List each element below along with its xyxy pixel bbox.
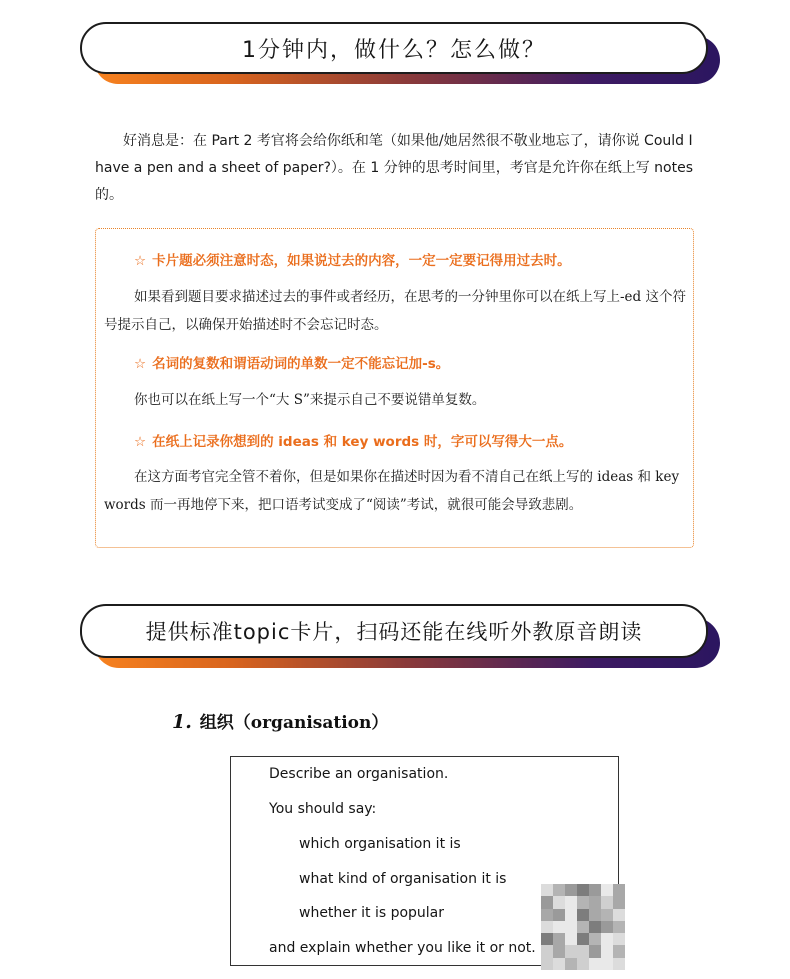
card-line: whether it is popular <box>299 905 445 921</box>
qr-cell <box>541 896 553 908</box>
qr-cell <box>577 909 589 921</box>
qr-cell <box>589 921 601 933</box>
qr-cell <box>601 945 613 957</box>
qr-cell <box>589 896 601 908</box>
qr-cell <box>577 933 589 945</box>
section-number: 1. <box>172 711 192 733</box>
qr-cell <box>613 921 625 933</box>
qr-cell <box>541 958 553 970</box>
banner-pill <box>80 604 708 658</box>
banner-pill <box>80 22 708 74</box>
section-title <box>172 708 388 733</box>
tip-heading <box>134 352 449 372</box>
section-banner-1 <box>80 22 720 88</box>
qr-cell <box>541 884 553 896</box>
qr-cell <box>577 921 589 933</box>
qr-cell <box>541 921 553 933</box>
qr-code-icon[interactable] <box>541 884 625 970</box>
tip-heading <box>134 430 572 450</box>
qr-cell <box>553 896 565 908</box>
intro-paragraph: 好消息是：在 Part 2 考官将会给你纸和笔（如果他/她居然很不敬业地忘了，请你说 Could I have a pen and a sheet of paper?）。在 1 分钟的思考时间里，考官是允许你在纸上写 notes 的。 <box>95 133 693 203</box>
qr-cell <box>589 933 601 945</box>
qr-cell <box>601 921 613 933</box>
qr-cell <box>553 933 565 945</box>
qr-cell <box>589 909 601 921</box>
section-title-text: 组织（organisation） <box>199 713 389 733</box>
section-banner-2 <box>80 604 720 670</box>
qr-cell <box>613 884 625 896</box>
qr-cell <box>613 945 625 957</box>
qr-cell <box>541 909 553 921</box>
card-line: Describe an organisation. <box>269 766 449 782</box>
card-line: which organisation it is <box>299 836 461 852</box>
card-line: what kind of organisation it is <box>299 871 507 887</box>
tip-body: 你也可以在纸上写一个“大 S”来提示自己不要说错单复数。 <box>134 392 486 408</box>
tips-box <box>95 228 694 548</box>
qr-cell <box>565 933 577 945</box>
banner-title: 1分钟内，做什么？怎么做？ <box>242 37 546 63</box>
qr-cell <box>565 921 577 933</box>
banner-title: 提供标准topic卡片，扫码还能在线听外教原音朗读 <box>145 620 643 644</box>
qr-cell <box>577 958 589 970</box>
qr-cell <box>613 909 625 921</box>
star-icon: ☆ <box>134 253 147 269</box>
qr-cell <box>601 933 613 945</box>
star-icon: ☆ <box>134 356 147 372</box>
qr-cell <box>601 884 613 896</box>
qr-cell <box>553 909 565 921</box>
tip-heading <box>134 249 571 269</box>
qr-cell <box>613 896 625 908</box>
qr-cell <box>541 945 553 957</box>
qr-cell <box>565 945 577 957</box>
qr-cell <box>565 958 577 970</box>
qr-cell <box>553 921 565 933</box>
qr-cell <box>613 958 625 970</box>
qr-cell <box>577 884 589 896</box>
qr-cell <box>577 945 589 957</box>
qr-cell <box>553 884 565 896</box>
qr-cell <box>565 884 577 896</box>
qr-cell <box>601 958 613 970</box>
qr-cell <box>589 884 601 896</box>
qr-cell <box>613 933 625 945</box>
tip-body: 如果看到题目要求描述过去的事件或者经历，在思考的一分钟里你可以在纸上写上-ed 这个符号提示自己，以确保开始描述时不会忘记时态。 <box>104 289 686 333</box>
qr-cell <box>541 933 553 945</box>
tip-heading-text: 名词的复数和谓语动词的单数一定不能忘记加-s。 <box>152 356 450 372</box>
tip-heading-text: 在纸上记录你想到的 ideas 和 key words 时，字可以写得大一点。 <box>152 434 573 450</box>
qr-cell <box>601 896 613 908</box>
qr-cell <box>577 896 589 908</box>
star-icon: ☆ <box>134 434 147 450</box>
qr-cell <box>565 909 577 921</box>
qr-cell <box>553 945 565 957</box>
qr-cell <box>589 945 601 957</box>
card-line: You should say: <box>269 801 377 817</box>
qr-cell <box>553 958 565 970</box>
qr-cell <box>601 909 613 921</box>
card-line: and explain whether you like it or not. <box>269 940 536 956</box>
qr-cell <box>565 896 577 908</box>
tip-body: 在这方面考官完全管不着你，但是如果你在描述时因为看不清自己在纸上写的 ideas 和 key words 而一再地停下来，把口语考试变成了“阅读”考试，就很可能会导致悲剧。 <box>104 469 680 513</box>
tip-heading-text: 卡片题必须注意时态，如果说过去的内容，一定一定要记得用过去时。 <box>152 253 571 269</box>
qr-cell <box>589 958 601 970</box>
